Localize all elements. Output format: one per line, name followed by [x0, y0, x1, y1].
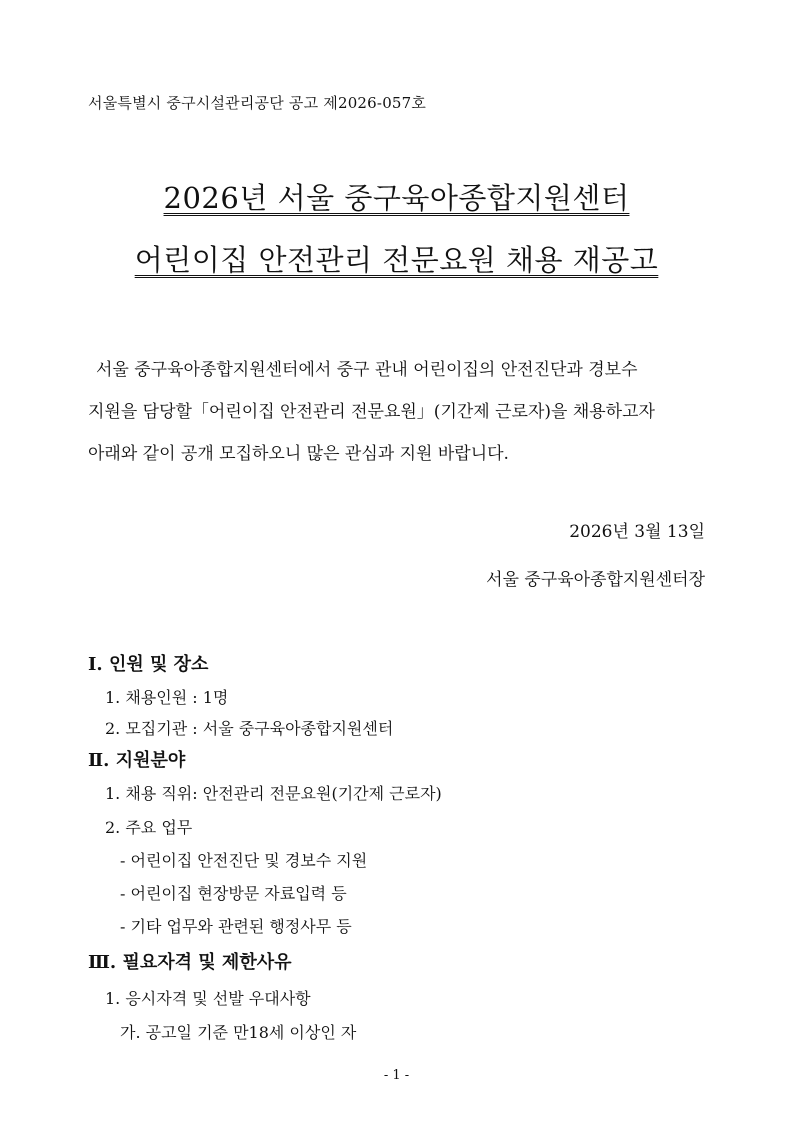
- duty-item-3: - 기타 업무와 관련된 행정사무 등: [120, 917, 352, 936]
- section-1-item-2: 2. 모집기관 : 서울 중구육아종합지원센터: [105, 719, 394, 738]
- section-3-sub-item-1: 가. 공고일 기준 만18세 이상인 자: [120, 1023, 357, 1042]
- duty-item-2: - 어린이집 현장방문 자료입력 등: [120, 884, 347, 903]
- section-1-item-1: 1. 채용인원 : 1명: [105, 688, 229, 707]
- title-line-2: [0, 238, 793, 279]
- intro-paragraph-line-2: 지원을 담당할「어린이집 안전관리 전문요원」(기간제 근로자)을 채용하고자: [88, 402, 655, 422]
- section-2-item-2: 2. 주요 업무: [105, 818, 193, 837]
- intro-paragraph-line-1: 서울 중구육아종합지원센터에서 중구 관내 어린이집의 안전진단과 경보수: [96, 360, 638, 380]
- notice-date: 2026년 3월 13일: [569, 522, 705, 542]
- intro-paragraph-line-3: 아래와 같이 공개 모집하오니 많은 관심과 지원 바랍니다.: [88, 444, 509, 464]
- section-heading-3: Ⅲ. 필요자격 및 제한사유: [88, 952, 292, 973]
- section-3-item-1: 1. 응시자격 및 선발 우대사항: [105, 989, 311, 1008]
- section-2-item-1: 1. 채용 직위: 안전관리 전문요원(기간제 근로자): [105, 784, 442, 803]
- page-number: - 1 -: [383, 1068, 410, 1083]
- title-line-1-text: 2026년 서울 중구육아종합지원센터: [163, 181, 630, 215]
- section-heading-2: Ⅱ. 지원분야: [88, 750, 186, 771]
- duty-item-1: - 어린이집 안전진단 및 경보수 지원: [120, 851, 368, 870]
- title-line-2-text: 어린이집 안전관리 전문요원 채용 재공고: [134, 243, 659, 277]
- title-line-1: [0, 176, 793, 217]
- section-heading-1: Ⅰ. 인원 및 장소: [88, 654, 209, 675]
- notice-number: 서울특별시 중구시설관리공단 공고 제2026-057호: [88, 94, 427, 112]
- issuer: 서울 중구육아종합지원센터장: [486, 570, 705, 590]
